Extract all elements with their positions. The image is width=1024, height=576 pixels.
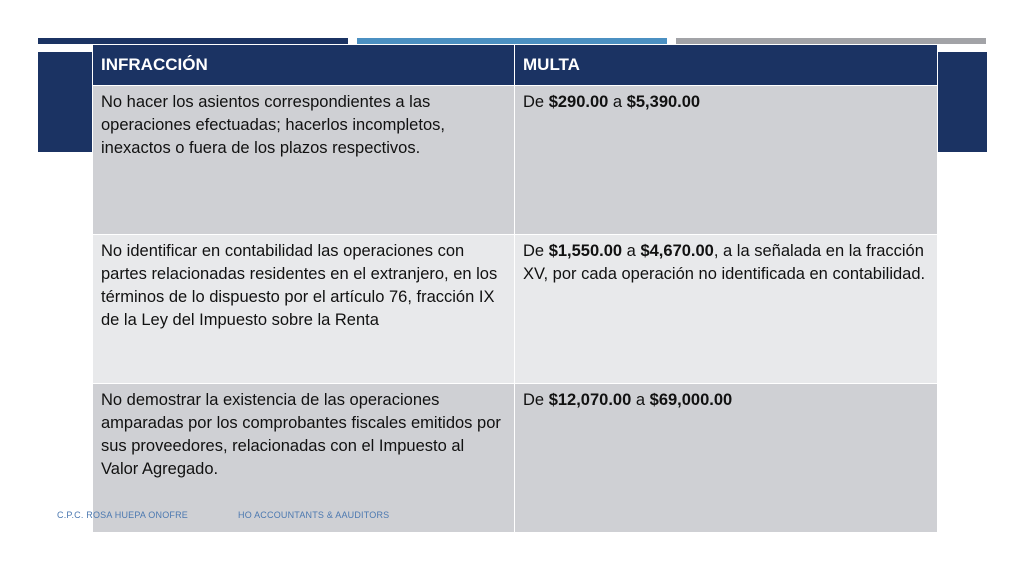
- fine-mid: a: [622, 242, 641, 260]
- infraction-cell: No hacer los asientos correspondientes a las operaciones efectuadas; hacerlos incompletos, inexactos o fuera de los plazos respectivos.: [93, 86, 515, 235]
- fine-min: $12,070.00: [548, 391, 632, 409]
- fine-cell: [515, 86, 938, 235]
- title-band-left: [38, 52, 98, 152]
- header-multa: MULTA: [515, 45, 938, 86]
- fine-cell: [515, 384, 938, 533]
- fine-max: $5,390.00: [626, 93, 701, 111]
- fine-min: $1,550.00: [548, 242, 623, 260]
- fine-prefix: De: [523, 242, 549, 260]
- footer-company: HO ACCOUNTANTS & AAUDITORS: [238, 510, 390, 520]
- header-infraccion: INFRACCIÓN: [93, 45, 515, 86]
- fine-max: $69,000.00: [649, 391, 733, 409]
- infraction-cell: No demostrar la existencia de las operaciones amparadas por los comprobantes fiscales emitidos por sus proveedores, relacionadas con el Impuesto al Valor Agregado.: [93, 384, 515, 533]
- fine-cell: [515, 235, 938, 384]
- fine-prefix: De: [523, 391, 549, 409]
- fine-mid: a: [631, 391, 650, 409]
- fine-min: $290.00: [548, 93, 609, 111]
- table-row: [93, 86, 938, 235]
- fine-max: $4,670.00: [640, 242, 714, 260]
- table-header-row: [93, 45, 938, 86]
- footer-author: C.P.C. ROSA HUEPA ONOFRE: [57, 510, 188, 520]
- fine-suffix: , a la señalada en la fracción XV, por cada operación no identificada en contabilidad.: [523, 242, 926, 283]
- fine-prefix: De: [523, 93, 549, 111]
- table-row: [93, 384, 938, 533]
- title-band-right: [930, 52, 987, 152]
- infraction-cell: No identificar en contabilidad las operaciones con partes relacionadas residentes en el extranjero, en los términos de lo dispuesto por el artículo 76, fracción IX de la Ley del Impuesto sobre la Renta: [93, 235, 515, 384]
- table-row: [93, 235, 938, 384]
- fine-mid: a: [608, 93, 627, 111]
- fines-table: [92, 44, 938, 533]
